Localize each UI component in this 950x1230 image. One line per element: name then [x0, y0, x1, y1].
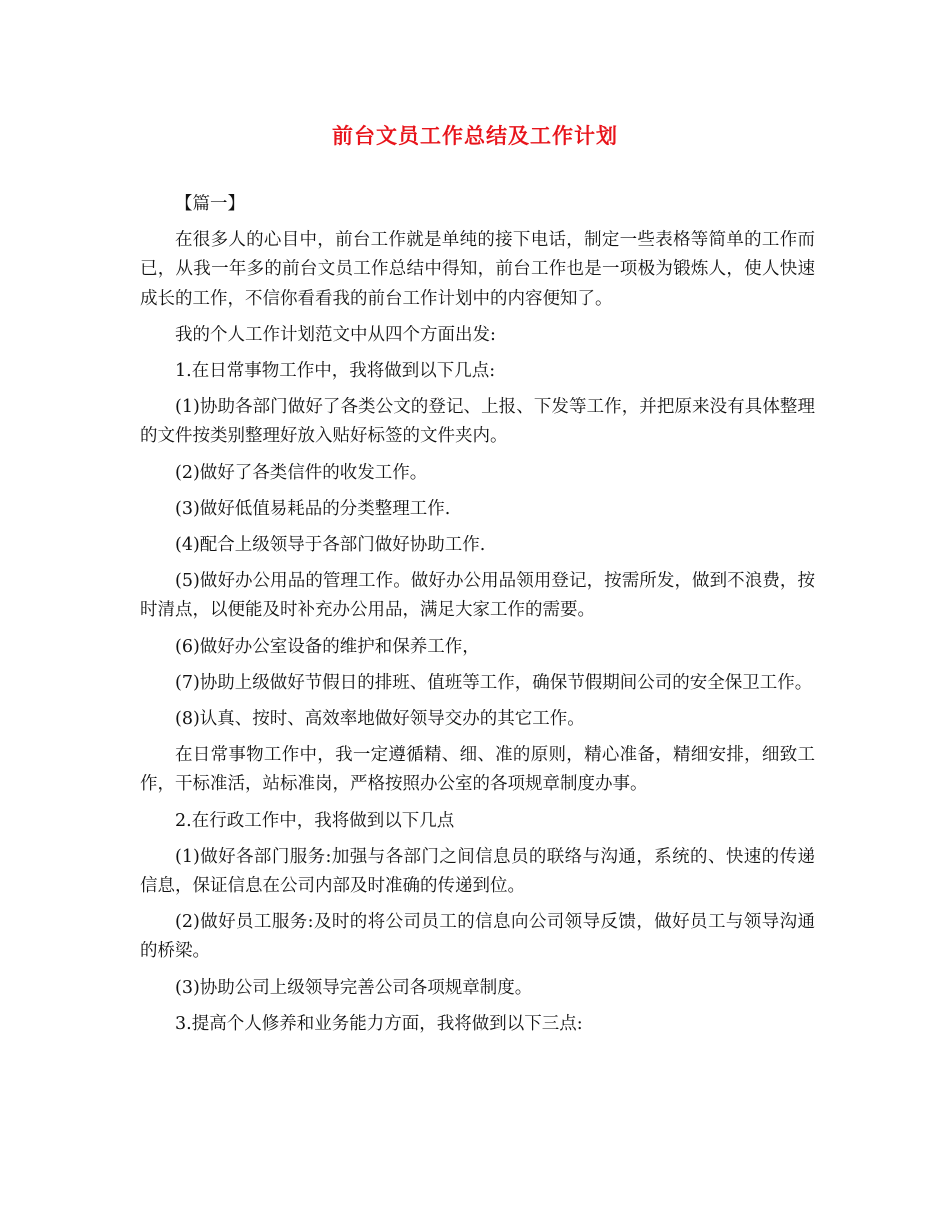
document-body	[140, 190, 815, 1046]
paragraph: (2)做好了各类信件的收发工作。	[175, 462, 428, 483]
paragraph: (3)协助公司上级领导完善公司各项规章制度。	[175, 977, 533, 998]
paragraph: 1.在日常事物工作中，我将做到以下几点:	[175, 361, 496, 382]
paragraph: (5)做好办公用品的管理工作。做好办公用品领用登记，按需所发，做到不浪费，按时清点，以便能及时补充办公用品，满足大家工作的需要。	[140, 571, 815, 621]
paragraph: (6)做好办公室设备的维护和保养工作，	[175, 636, 480, 657]
paragraph: (2)做好员工服务:及时的将公司员工的信息向公司领导反馈，做好员工与领导沟通的桥梁。	[140, 912, 815, 962]
paragraph: 在日常事物工作中，我一定遵循精、细、准的原则，精心准备，精细安排，细致工作，干标准活，站标准岗，严格按照办公室的各项规章制度办事。	[140, 745, 815, 795]
paragraph: 我的个人工作计划范文中从四个方面出发:	[175, 324, 496, 345]
paragraph: 3.提高个人修养和业务能力方面，我将做到以下三点:	[175, 1013, 583, 1034]
section-heading: 【篇一】	[175, 194, 245, 214]
document-title: 前台文员工作总结及工作计划	[332, 124, 618, 148]
paragraph: (8)认真、按时、高效率地做好领导交办的其它工作。	[175, 709, 585, 730]
paragraph: (1)做好各部门服务:加强与各部门之间信息员的联络与沟通，系统的、快速的传递信息，保证信息在公司内部及时准确的传递到位。	[140, 846, 815, 897]
paragraph: 在很多人的心目中，前台工作就是单纯的接下电话，制定一些表格等简单的工作而已，从我一年多的前台文员工作总结中得知，前台工作也是一项极为锻炼人，使人快速成长的工作，不信你看看我的前台工作计划中的内容便知了。	[140, 230, 815, 309]
paragraph: (3)做好低值易耗品的分类整理工作.	[175, 498, 451, 519]
paragraph: (1)协助各部门做好了各类公文的登记、上报、下发等工作，并把原来没有具体整理的文件按类别整理好放入贴好标签的文件夹内。	[140, 397, 815, 447]
paragraph: 2.在行政工作中，我将做到以下几点	[175, 810, 455, 831]
paragraph: (7)协助上级做好节假日的排班、值班等工作，确保节假期间公司的安全保卫工作。	[175, 672, 813, 693]
paragraph: (4)配合上级领导于各部门做好协助工作.	[175, 535, 486, 556]
